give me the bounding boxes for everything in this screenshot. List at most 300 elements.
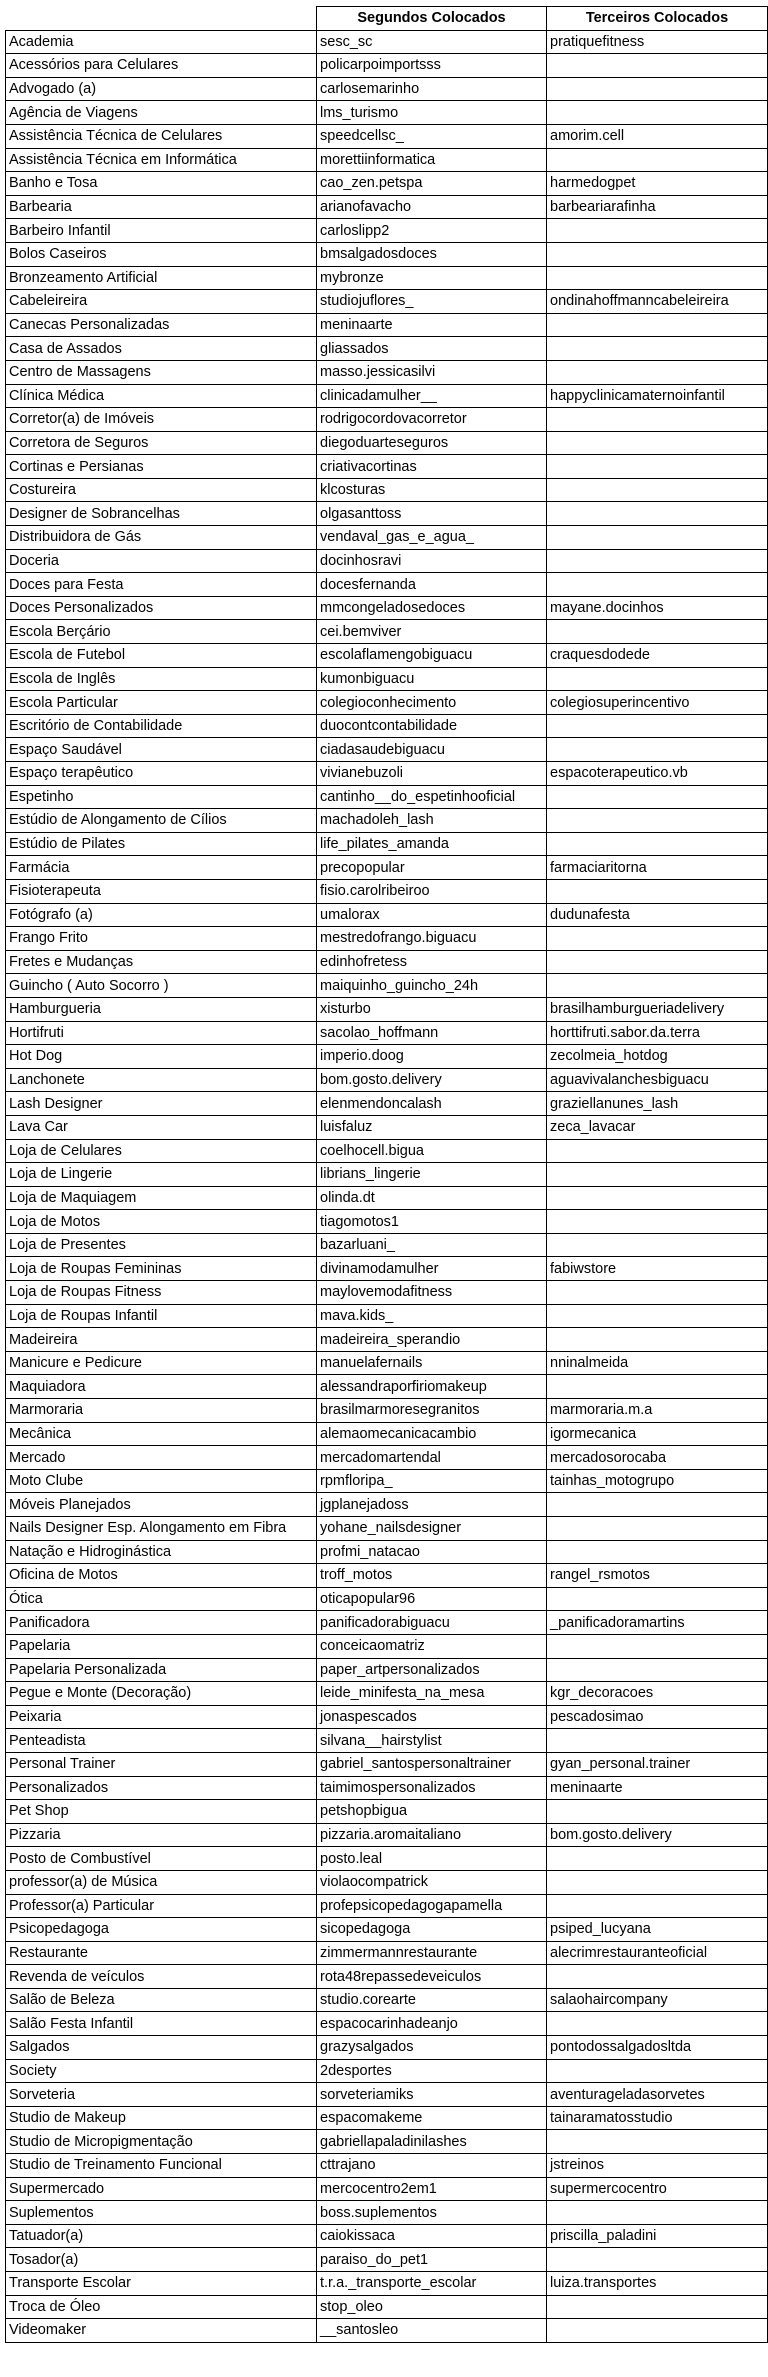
category-cell: Transporte Escolar bbox=[6, 2272, 317, 2296]
category-cell: Farmácia bbox=[6, 856, 317, 880]
table-row bbox=[6, 2177, 768, 2201]
table-row bbox=[6, 1139, 768, 1163]
third-place-cell bbox=[547, 1729, 768, 1753]
table-row bbox=[6, 360, 768, 384]
category-cell: Papelaria bbox=[6, 1634, 317, 1658]
category-cell: Doces para Festa bbox=[6, 573, 317, 597]
second-place-cell: lms_turismo bbox=[317, 101, 547, 125]
third-place-cell: alecrimrestauranteoficial bbox=[547, 1941, 768, 1965]
second-place-cell: rota48repassedeveiculos bbox=[317, 1965, 547, 1989]
table-row bbox=[6, 478, 768, 502]
third-place-cell: pratiquefitness bbox=[547, 30, 768, 54]
second-place-cell: violaocompatrick bbox=[317, 1870, 547, 1894]
table-row bbox=[6, 832, 768, 856]
category-cell: Sorveteria bbox=[6, 2083, 317, 2107]
category-cell: Doceria bbox=[6, 549, 317, 573]
third-place-cell bbox=[547, 360, 768, 384]
category-cell: Pet Shop bbox=[6, 1800, 317, 1824]
second-place-cell: diegoduarteseguros bbox=[317, 431, 547, 455]
category-cell: professor(a) de Música bbox=[6, 1870, 317, 1894]
category-cell: Loja de Lingerie bbox=[6, 1163, 317, 1187]
second-place-cell: grazysalgados bbox=[317, 2036, 547, 2060]
second-place-cell: leide_minifesta_na_mesa bbox=[317, 1682, 547, 1706]
table-row bbox=[6, 77, 768, 101]
category-cell: Espaço terapêutico bbox=[6, 762, 317, 786]
table-row bbox=[6, 691, 768, 715]
table-row bbox=[6, 1894, 768, 1918]
second-place-cell: elenmendoncalash bbox=[317, 1092, 547, 1116]
third-place-cell bbox=[547, 714, 768, 738]
table-row bbox=[6, 549, 768, 573]
third-place-cell: zecolmeia_hotdog bbox=[547, 1045, 768, 1069]
table-row bbox=[6, 1752, 768, 1776]
third-place-cell bbox=[547, 1163, 768, 1187]
third-place-cell: ondinahoffmanncabeleireira bbox=[547, 290, 768, 314]
category-cell: Mercado bbox=[6, 1446, 317, 1470]
category-cell: Personalizados bbox=[6, 1776, 317, 1800]
third-place-cell bbox=[547, 242, 768, 266]
table-row bbox=[6, 950, 768, 974]
second-place-cell: troff_motos bbox=[317, 1564, 547, 1588]
table-row bbox=[6, 620, 768, 644]
third-place-cell bbox=[547, 667, 768, 691]
category-cell: Agência de Viagens bbox=[6, 101, 317, 125]
second-place-cell: colegioconhecimento bbox=[317, 691, 547, 715]
second-place-cell: edinhofretess bbox=[317, 950, 547, 974]
second-place-cell: gabriellapaladinilashes bbox=[317, 2130, 547, 2154]
table-row bbox=[6, 431, 768, 455]
category-cell: Corretora de Seguros bbox=[6, 431, 317, 455]
second-place-cell: cao_zen.petspa bbox=[317, 172, 547, 196]
third-place-cell bbox=[547, 832, 768, 856]
table-row bbox=[6, 2272, 768, 2296]
second-place-cell: manuelafernails bbox=[317, 1351, 547, 1375]
third-place-cell bbox=[547, 1634, 768, 1658]
category-cell: Papelaria Personalizada bbox=[6, 1658, 317, 1682]
category-cell: Posto de Combustível bbox=[6, 1847, 317, 1871]
second-place-cell: panificadorabiguacu bbox=[317, 1611, 547, 1635]
third-place-cell: pontodossalgadosltda bbox=[547, 2036, 768, 2060]
category-cell: Assistência Técnica em Informática bbox=[6, 148, 317, 172]
second-place-cell: conceicaomatriz bbox=[317, 1634, 547, 1658]
category-cell: Academia bbox=[6, 30, 317, 54]
third-place-cell bbox=[547, 1587, 768, 1611]
third-place-cell bbox=[547, 526, 768, 550]
third-place-cell bbox=[547, 101, 768, 125]
third-place-cell: rangel_rsmotos bbox=[547, 1564, 768, 1588]
table-row bbox=[6, 2012, 768, 2036]
table-row bbox=[6, 1186, 768, 1210]
second-place-cell: alemaomecanicacambio bbox=[317, 1422, 547, 1446]
table-row bbox=[6, 290, 768, 314]
second-place-cell: mestredofrango.biguacu bbox=[317, 927, 547, 951]
second-place-cell: luisfaluz bbox=[317, 1115, 547, 1139]
category-cell: Barbearia bbox=[6, 195, 317, 219]
category-cell: Salgados bbox=[6, 2036, 317, 2060]
second-place-cell: paper_artpersonalizados bbox=[317, 1658, 547, 1682]
third-place-cell bbox=[547, 620, 768, 644]
second-place-cell: fisio.carolribeiroo bbox=[317, 879, 547, 903]
category-cell: Salão de Beleza bbox=[6, 1988, 317, 2012]
third-place-cell bbox=[547, 1281, 768, 1305]
third-place-cell bbox=[547, 1304, 768, 1328]
table-row bbox=[6, 1446, 768, 1470]
table-row bbox=[6, 1658, 768, 1682]
third-place-cell: aventurageladasorvetes bbox=[547, 2083, 768, 2107]
second-place-cell: tiagomotos1 bbox=[317, 1210, 547, 1234]
third-place-cell bbox=[547, 478, 768, 502]
second-place-cell: speedcellsc_ bbox=[317, 124, 547, 148]
table-row bbox=[6, 1823, 768, 1847]
second-place-cell: life_pilates_amanda bbox=[317, 832, 547, 856]
third-place-cell: colegiosuperincentivo bbox=[547, 691, 768, 715]
header-second-place: Segundos Colocados bbox=[317, 7, 547, 31]
third-place-cell bbox=[547, 2248, 768, 2272]
third-place-cell bbox=[547, 1493, 768, 1517]
table-row bbox=[6, 1493, 768, 1517]
third-place-cell bbox=[547, 1870, 768, 1894]
table-row bbox=[6, 1776, 768, 1800]
category-cell: Loja de Motos bbox=[6, 1210, 317, 1234]
second-place-cell: criativacortinas bbox=[317, 455, 547, 479]
second-place-cell: sacolao_hoffmann bbox=[317, 1021, 547, 1045]
second-place-cell: petshopbigua bbox=[317, 1800, 547, 1824]
category-cell: Marmoraria bbox=[6, 1399, 317, 1423]
category-cell: Estúdio de Alongamento de Cílios bbox=[6, 809, 317, 833]
table-row bbox=[6, 219, 768, 243]
rankings-table bbox=[5, 6, 768, 2343]
category-cell: Salão Festa Infantil bbox=[6, 2012, 317, 2036]
category-cell: Loja de Maquiagem bbox=[6, 1186, 317, 1210]
second-place-cell: mercocentro2em1 bbox=[317, 2177, 547, 2201]
table-row bbox=[6, 266, 768, 290]
category-cell: Studio de Treinamento Funcional bbox=[6, 2154, 317, 2178]
table-row bbox=[6, 1021, 768, 1045]
second-place-cell: profmi_natacao bbox=[317, 1540, 547, 1564]
table-row bbox=[6, 148, 768, 172]
third-place-cell: harmedogpet bbox=[547, 172, 768, 196]
category-cell: Maquiadora bbox=[6, 1375, 317, 1399]
second-place-cell: masso.jessicasilvi bbox=[317, 360, 547, 384]
second-place-cell: olinda.dt bbox=[317, 1186, 547, 1210]
second-place-cell: morettiinformatica bbox=[317, 148, 547, 172]
third-place-cell bbox=[547, 1847, 768, 1871]
second-place-cell: paraiso_do_pet1 bbox=[317, 2248, 547, 2272]
second-place-cell: jonaspescados bbox=[317, 1705, 547, 1729]
category-cell: Studio de Makeup bbox=[6, 2106, 317, 2130]
category-cell: Escola de Futebol bbox=[6, 644, 317, 668]
third-place-cell: nninalmeida bbox=[547, 1351, 768, 1375]
third-place-cell bbox=[547, 974, 768, 998]
third-place-cell bbox=[547, 502, 768, 526]
third-place-cell bbox=[547, 1540, 768, 1564]
second-place-cell: sorveteriamiks bbox=[317, 2083, 547, 2107]
category-cell: Studio de Micropigmentação bbox=[6, 2130, 317, 2154]
table-row bbox=[6, 2295, 768, 2319]
second-place-cell: pizzaria.aromaitaliano bbox=[317, 1823, 547, 1847]
category-cell: Doces Personalizados bbox=[6, 596, 317, 620]
third-place-cell bbox=[547, 1210, 768, 1234]
category-cell: Banho e Tosa bbox=[6, 172, 317, 196]
table-row bbox=[6, 1634, 768, 1658]
second-place-cell: xisturbo bbox=[317, 997, 547, 1021]
category-cell: Fisioterapeuta bbox=[6, 879, 317, 903]
category-cell: Penteadista bbox=[6, 1729, 317, 1753]
third-place-cell bbox=[547, 77, 768, 101]
third-place-cell: kgr_decoracoes bbox=[547, 1682, 768, 1706]
category-cell: Assistência Técnica de Celulares bbox=[6, 124, 317, 148]
category-cell: Espaço Saudável bbox=[6, 738, 317, 762]
category-cell: Distribuidora de Gás bbox=[6, 526, 317, 550]
third-place-cell bbox=[547, 1186, 768, 1210]
category-cell: Oficina de Motos bbox=[6, 1564, 317, 1588]
table-row bbox=[6, 2036, 768, 2060]
third-place-cell bbox=[547, 1233, 768, 1257]
table-header bbox=[6, 7, 768, 31]
table-row bbox=[6, 596, 768, 620]
second-place-cell: escolaflamengobiguacu bbox=[317, 644, 547, 668]
table-row bbox=[6, 785, 768, 809]
table-row bbox=[6, 1233, 768, 1257]
third-place-cell bbox=[547, 549, 768, 573]
third-place-cell bbox=[547, 1965, 768, 1989]
table-row bbox=[6, 101, 768, 125]
category-cell: Casa de Assados bbox=[6, 337, 317, 361]
third-place-cell: supermercocentro bbox=[547, 2177, 768, 2201]
second-place-cell: klcosturas bbox=[317, 478, 547, 502]
category-cell: Tosador(a) bbox=[6, 2248, 317, 2272]
header-third-place: Terceiros Colocados bbox=[547, 7, 768, 31]
second-place-cell: gliassados bbox=[317, 337, 547, 361]
table-row bbox=[6, 644, 768, 668]
category-cell: Fotógrafo (a) bbox=[6, 903, 317, 927]
category-cell: Panificadora bbox=[6, 1611, 317, 1635]
category-cell: Suplementos bbox=[6, 2201, 317, 2225]
category-cell: Escola de Inglês bbox=[6, 667, 317, 691]
third-place-cell: horttifruti.sabor.da.terra bbox=[547, 1021, 768, 1045]
category-cell: Society bbox=[6, 2059, 317, 2083]
second-place-cell: cttrajano bbox=[317, 2154, 547, 2178]
table-row bbox=[6, 384, 768, 408]
category-cell: Acessórios para Celulares bbox=[6, 54, 317, 78]
category-cell: Lanchonete bbox=[6, 1068, 317, 1092]
table-row bbox=[6, 1540, 768, 1564]
table-row bbox=[6, 2154, 768, 2178]
category-cell: Canecas Personalizadas bbox=[6, 313, 317, 337]
category-cell: Videomaker bbox=[6, 2319, 317, 2343]
second-place-cell: alessandraporfiriomakeup bbox=[317, 1375, 547, 1399]
third-place-cell: farmaciaritorna bbox=[547, 856, 768, 880]
table-row bbox=[6, 1210, 768, 1234]
second-place-cell: madeireira_sperandio bbox=[317, 1328, 547, 1352]
category-cell: Hamburgueria bbox=[6, 997, 317, 1021]
table-row bbox=[6, 1422, 768, 1446]
header-row bbox=[6, 7, 768, 31]
third-place-cell bbox=[547, 1658, 768, 1682]
third-place-cell: meninaarte bbox=[547, 1776, 768, 1800]
table-row bbox=[6, 1351, 768, 1375]
table-row bbox=[6, 974, 768, 998]
table-row bbox=[6, 809, 768, 833]
third-place-cell: craquesdodede bbox=[547, 644, 768, 668]
category-cell: Escola Berçário bbox=[6, 620, 317, 644]
third-place-cell bbox=[547, 2319, 768, 2343]
third-place-cell: mercadosorocaba bbox=[547, 1446, 768, 1470]
second-place-cell: caiokissaca bbox=[317, 2224, 547, 2248]
second-place-cell: carloslipp2 bbox=[317, 219, 547, 243]
third-place-cell bbox=[547, 1800, 768, 1824]
category-cell: Centro de Massagens bbox=[6, 360, 317, 384]
table-row bbox=[6, 1163, 768, 1187]
second-place-cell: bazarluani_ bbox=[317, 1233, 547, 1257]
category-cell: Tatuador(a) bbox=[6, 2224, 317, 2248]
third-place-cell bbox=[547, 2130, 768, 2154]
category-cell: Supermercado bbox=[6, 2177, 317, 2201]
third-place-cell: amorim.cell bbox=[547, 124, 768, 148]
table-row bbox=[6, 903, 768, 927]
table-row bbox=[6, 526, 768, 550]
category-cell: Cabeleireira bbox=[6, 290, 317, 314]
table-row bbox=[6, 1705, 768, 1729]
second-place-cell: espacomakeme bbox=[317, 2106, 547, 2130]
table-row bbox=[6, 879, 768, 903]
table-row bbox=[6, 455, 768, 479]
third-place-cell: priscilla_paladini bbox=[547, 2224, 768, 2248]
category-cell: Clínica Médica bbox=[6, 384, 317, 408]
second-place-cell: kumonbiguacu bbox=[317, 667, 547, 691]
table-row bbox=[6, 408, 768, 432]
second-place-cell: policarpoimportsss bbox=[317, 54, 547, 78]
second-place-cell: docinhosravi bbox=[317, 549, 547, 573]
second-place-cell: yohane_nailsdesigner bbox=[317, 1517, 547, 1541]
third-place-cell bbox=[547, 2059, 768, 2083]
second-place-cell: profepsicopedagogapamella bbox=[317, 1894, 547, 1918]
second-place-cell: carlosemarinho bbox=[317, 77, 547, 101]
third-place-cell bbox=[547, 408, 768, 432]
third-place-cell bbox=[547, 785, 768, 809]
third-place-cell: fabiwstore bbox=[547, 1257, 768, 1281]
table-row bbox=[6, 1257, 768, 1281]
category-cell: Peixaria bbox=[6, 1705, 317, 1729]
second-place-cell: zimmermannrestaurante bbox=[317, 1941, 547, 1965]
table-row bbox=[6, 1587, 768, 1611]
category-cell: Lash Designer bbox=[6, 1092, 317, 1116]
table-row bbox=[6, 714, 768, 738]
table-row bbox=[6, 2319, 768, 2343]
category-cell: Cortinas e Persianas bbox=[6, 455, 317, 479]
table-row bbox=[6, 1092, 768, 1116]
table-row bbox=[6, 2201, 768, 2225]
table-row bbox=[6, 997, 768, 1021]
second-place-cell: mmcongeladosedoces bbox=[317, 596, 547, 620]
category-cell: Loja de Celulares bbox=[6, 1139, 317, 1163]
third-place-cell bbox=[547, 148, 768, 172]
third-place-cell: barbeariarafinha bbox=[547, 195, 768, 219]
header-category-cell bbox=[6, 7, 317, 31]
second-place-cell: meninaarte bbox=[317, 313, 547, 337]
third-place-cell: bom.gosto.delivery bbox=[547, 1823, 768, 1847]
third-place-cell: marmoraria.m.a bbox=[547, 1399, 768, 1423]
second-place-cell: jgplanejadoss bbox=[317, 1493, 547, 1517]
third-place-cell bbox=[547, 950, 768, 974]
second-place-cell: olgasanttoss bbox=[317, 502, 547, 526]
table-row bbox=[6, 172, 768, 196]
category-cell: Frango Frito bbox=[6, 927, 317, 951]
second-place-cell: __santosleo bbox=[317, 2319, 547, 2343]
table-row bbox=[6, 1375, 768, 1399]
category-cell: Barbeiro Infantil bbox=[6, 219, 317, 243]
second-place-cell: cei.bemviver bbox=[317, 620, 547, 644]
table-row bbox=[6, 1729, 768, 1753]
category-cell: Personal Trainer bbox=[6, 1752, 317, 1776]
third-place-cell: _panificadoramartins bbox=[547, 1611, 768, 1635]
table-row bbox=[6, 667, 768, 691]
third-place-cell bbox=[547, 54, 768, 78]
second-place-cell: precopopular bbox=[317, 856, 547, 880]
third-place-cell bbox=[547, 1139, 768, 1163]
category-cell: Loja de Roupas Infantil bbox=[6, 1304, 317, 1328]
third-place-cell bbox=[547, 738, 768, 762]
category-cell: Revenda de veículos bbox=[6, 1965, 317, 1989]
second-place-cell: stop_oleo bbox=[317, 2295, 547, 2319]
second-place-cell: posto.leal bbox=[317, 1847, 547, 1871]
table-row bbox=[6, 2130, 768, 2154]
third-place-cell: aguavivalanchesbiguacu bbox=[547, 1068, 768, 1092]
category-cell: Móveis Planejados bbox=[6, 1493, 317, 1517]
second-place-cell: maylovemodafitness bbox=[317, 1281, 547, 1305]
second-place-cell: machadoleh_lash bbox=[317, 809, 547, 833]
third-place-cell bbox=[547, 219, 768, 243]
third-place-cell: dudunafesta bbox=[547, 903, 768, 927]
second-place-cell: ciadasaudebiguacu bbox=[317, 738, 547, 762]
third-place-cell bbox=[547, 455, 768, 479]
table-row bbox=[6, 856, 768, 880]
second-place-cell: sesc_sc bbox=[317, 30, 547, 54]
table-row bbox=[6, 30, 768, 54]
second-place-cell: mybronze bbox=[317, 266, 547, 290]
category-cell: Mecânica bbox=[6, 1422, 317, 1446]
third-place-cell bbox=[547, 1328, 768, 1352]
second-place-cell: duocontcontabilidade bbox=[317, 714, 547, 738]
category-cell: Restaurante bbox=[6, 1941, 317, 1965]
second-place-cell: espacocarinhadeanjo bbox=[317, 2012, 547, 2036]
table-row bbox=[6, 1517, 768, 1541]
third-place-cell bbox=[547, 1375, 768, 1399]
category-cell: Professor(a) Particular bbox=[6, 1894, 317, 1918]
category-cell: Loja de Roupas Fitness bbox=[6, 1281, 317, 1305]
category-cell: Designer de Sobrancelhas bbox=[6, 502, 317, 526]
category-cell: Moto Clube bbox=[6, 1469, 317, 1493]
category-cell: Pizzaria bbox=[6, 1823, 317, 1847]
category-cell: Fretes e Mudanças bbox=[6, 950, 317, 974]
table-row bbox=[6, 1399, 768, 1423]
second-place-cell: coelhocell.bigua bbox=[317, 1139, 547, 1163]
third-place-cell: zeca_lavacar bbox=[547, 1115, 768, 1139]
table-row bbox=[6, 2083, 768, 2107]
third-place-cell bbox=[547, 1517, 768, 1541]
table-row bbox=[6, 2059, 768, 2083]
table-row bbox=[6, 1115, 768, 1139]
category-cell: Espetinho bbox=[6, 785, 317, 809]
table-row bbox=[6, 927, 768, 951]
table-row bbox=[6, 1068, 768, 1092]
second-place-cell: taimimospersonalizados bbox=[317, 1776, 547, 1800]
table-row bbox=[6, 2224, 768, 2248]
third-place-cell: tainaramatosstudio bbox=[547, 2106, 768, 2130]
second-place-cell: t.r.a._transporte_escolar bbox=[317, 2272, 547, 2296]
category-cell: Nails Designer Esp. Alongamento em Fibra bbox=[6, 1517, 317, 1541]
table-row bbox=[6, 1564, 768, 1588]
